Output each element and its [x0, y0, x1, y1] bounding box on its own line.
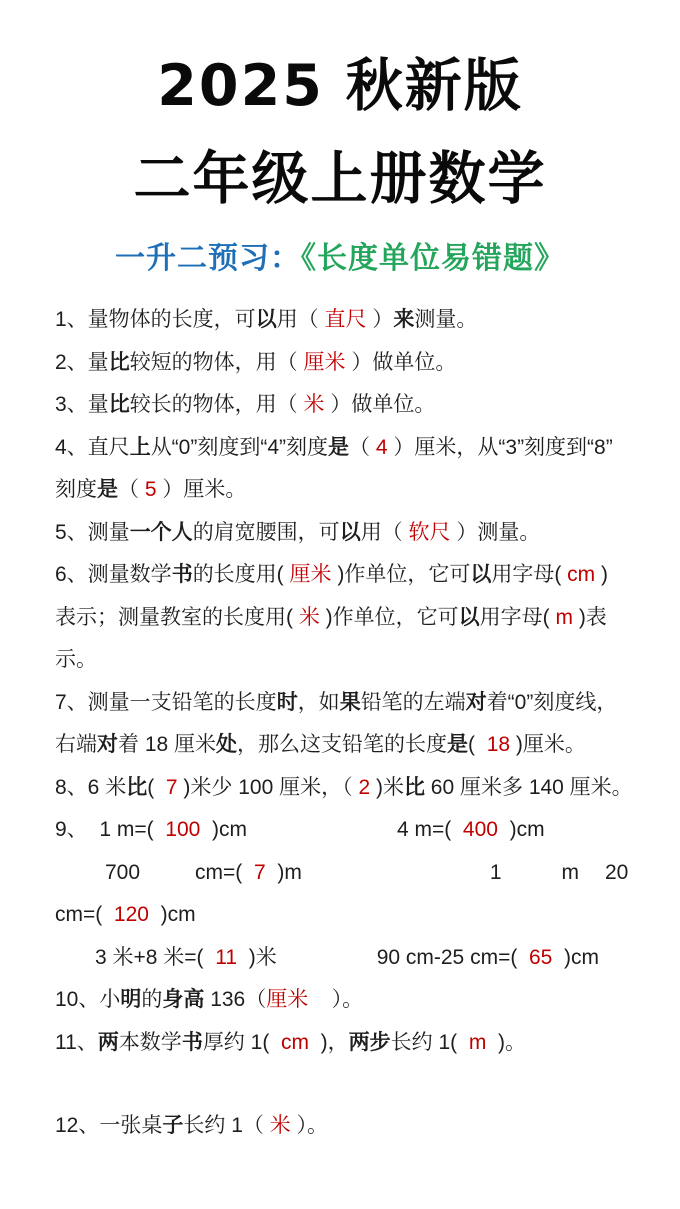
text-segment: )cm [552, 945, 600, 969]
text-segment: )作单位，它可 [331, 563, 471, 586]
text-segment: 7、测量一支铅笔的长度 [55, 690, 277, 714]
text-segment: 11、 [55, 1030, 98, 1054]
answer-text: 100 [165, 818, 201, 841]
text-segment: )。 [486, 1030, 527, 1054]
text-segment: 的 [141, 988, 163, 1011]
text-segment: 两 [97, 1030, 119, 1054]
text-segment: 明 [120, 988, 142, 1011]
question-lines [0, 299, 680, 1148]
answer-text: 65 [529, 945, 553, 969]
text-segment: ，那么这支铅笔的长度 [237, 733, 448, 756]
text-segment: )表 [572, 605, 607, 629]
question-line [55, 894, 638, 937]
text-segment: 2、量 [55, 350, 109, 374]
text-segment: m [561, 860, 579, 884]
text-segment: 比 [108, 350, 130, 374]
text-segment: 长约 1（ [183, 1114, 270, 1137]
text-segment: cm=( [55, 903, 114, 926]
text-segment: )， [309, 1030, 349, 1054]
answer-text: 11 [215, 945, 238, 969]
text-segment: 以 [470, 563, 492, 586]
answer-text: 米 [298, 605, 320, 629]
question-line [55, 979, 638, 1022]
subtitle-prefix: 一升二预习： [115, 241, 301, 276]
text-segment: 刻度 [55, 478, 97, 501]
text-segment: 用（ [360, 520, 409, 544]
text-segment: ) [595, 563, 608, 586]
text-segment: 来 [393, 308, 415, 331]
text-segment: 5、测量 [55, 520, 130, 544]
question-line [55, 767, 638, 810]
question-line [55, 597, 638, 640]
text-segment: 铅笔的左端 [360, 690, 466, 714]
text-segment: 的长度用( [192, 563, 290, 586]
text-segment: )米 [237, 945, 277, 969]
text-segment: 对 [465, 690, 487, 714]
text-segment: 两步 [348, 1030, 391, 1054]
text-segment: 从“0”刻度到“4”刻度 [150, 435, 329, 459]
question-line [55, 682, 638, 725]
text-segment: 9、 1 m=( [55, 818, 166, 841]
text-segment: 136（ [204, 988, 267, 1011]
question-line [55, 384, 638, 427]
text-segment: 60 厘米多 140 厘米。 [424, 775, 633, 799]
text-segment: 本数学 [118, 1030, 182, 1054]
answer-text: 120 [113, 903, 149, 926]
text-segment: 比 [403, 775, 425, 799]
answer-text: 5 [144, 478, 157, 501]
question-line [55, 554, 638, 597]
text-segment: 时 [276, 690, 298, 714]
text-segment: ）厘米，从“3”刻度到“8” [387, 435, 613, 459]
text-segment: )m [265, 860, 302, 884]
answer-text: cm [281, 1030, 309, 1054]
text-segment: 3 米+8 米=( [95, 945, 216, 969]
subtitle-book-title: 《长度单位易错题》 [301, 241, 565, 276]
question-line [55, 512, 638, 555]
text-segment: ） [366, 308, 394, 331]
text-segment: 书 [171, 563, 193, 586]
answer-text: 软尺 [408, 520, 451, 544]
text-segment: 较长的物体，用（ [129, 393, 304, 416]
question-line [55, 1105, 638, 1148]
text-segment: )米少 100 厘米，（ [177, 775, 359, 799]
text-segment: 测量。 [414, 308, 478, 331]
text-segment: 一个人 [129, 520, 193, 544]
page-title-line2: 二年级上册数学 [133, 146, 547, 212]
text-segment: 子 [162, 1114, 184, 1137]
text-segment: 身高 [162, 988, 205, 1011]
question-line [55, 427, 638, 470]
text-segment: 20 [605, 860, 629, 884]
answer-text: 7 [253, 860, 266, 884]
page-subtitle [0, 242, 680, 275]
text-segment: )作单位，它可 [319, 605, 459, 629]
text-segment: 1 [489, 860, 502, 884]
text-segment: （ [349, 435, 376, 459]
text-segment: )cm [200, 818, 247, 841]
answer-text: m [555, 605, 573, 629]
question-line [55, 299, 638, 342]
page-title-line1: 2025 秋新版 [157, 53, 523, 119]
text-segment: ）厘米。 [156, 478, 247, 501]
text-segment: 厚约 1( [202, 1030, 281, 1054]
text-segment: ）。 [290, 1114, 329, 1137]
text-segment: 700 [105, 860, 141, 884]
text-segment: 着 18 厘米 [118, 733, 217, 756]
answer-text: 米 [269, 1114, 291, 1137]
text-segment: ( [468, 733, 487, 756]
text-segment: 比 [126, 775, 148, 799]
text-segment: 示。 [55, 648, 97, 671]
question-line [55, 639, 638, 682]
question-line [55, 809, 638, 852]
text-segment: 比 [108, 393, 130, 416]
text-segment: 右端 [55, 733, 97, 756]
question-line [55, 937, 638, 980]
text-segment: 是 [97, 478, 118, 501]
text-segment: )厘米。 [510, 733, 586, 756]
text-segment: 以 [458, 605, 480, 629]
text-segment: )cm [148, 903, 196, 926]
text-segment: 着“0”刻度线， [486, 690, 618, 714]
text-segment: )cm [497, 818, 545, 841]
text-segment: 用（ [276, 308, 325, 331]
text-segment: 8、6 米 [55, 775, 127, 799]
text-segment: 的肩宽腰围，可 [192, 520, 340, 544]
text-segment: ）。 [308, 988, 364, 1011]
text-segment: 4、直尺 [55, 435, 130, 459]
answer-text: 厘米 [303, 350, 346, 374]
text-segment: 10、小 [55, 988, 121, 1011]
answer-text: 厘米 [289, 563, 332, 586]
answer-text: 7 [165, 775, 178, 799]
text-segment: 3、量 [55, 393, 109, 416]
answer-text: 直尺 [324, 308, 367, 331]
text-segment: ( [147, 775, 166, 799]
text-segment: 表示；测量教室的长度用( [55, 605, 299, 629]
answer-text: 2 [358, 775, 371, 799]
text-segment: ）测量。 [450, 520, 541, 544]
text-segment: 以 [339, 520, 361, 544]
text-segment: cm=( [195, 860, 254, 884]
answer-text: 厘米 [266, 988, 309, 1011]
answer-text: 4 [375, 435, 388, 459]
question-line [55, 1022, 638, 1065]
text-segment: 6、测量数学 [55, 563, 172, 586]
text-segment: 上 [129, 435, 151, 459]
answer-text: 米 [303, 393, 325, 416]
text-segment: （ [118, 478, 145, 501]
text-segment: 以 [255, 308, 277, 331]
answer-text: 400 [462, 818, 498, 841]
text-segment: 对 [97, 733, 118, 756]
text-segment: ）做单位。 [324, 393, 436, 416]
text-segment: 1、量物体的长度，可 [55, 308, 256, 331]
answer-text: m [468, 1030, 487, 1054]
text-segment: 用字母( [479, 605, 556, 629]
question-line [55, 724, 638, 767]
text-segment: 用字母( [491, 563, 568, 586]
text-segment: 12、一张桌 [55, 1114, 163, 1137]
text-segment: 书 [181, 1030, 203, 1054]
text-segment: 处 [216, 733, 238, 756]
text-segment: 4 m=( [396, 818, 463, 841]
text-segment: )米 [370, 775, 404, 799]
answer-text: cm [567, 563, 596, 586]
text-segment: 是 [328, 435, 350, 459]
answer-text: 18 [486, 733, 511, 756]
text-segment: ）做单位。 [345, 350, 457, 374]
text-segment: 90 cm-25 cm=( [376, 945, 529, 969]
question-line [55, 469, 638, 512]
question-line [55, 852, 638, 895]
text-segment: 果 [339, 690, 361, 714]
text-segment: 是 [447, 733, 469, 756]
text-segment: 长约 1( [390, 1030, 469, 1054]
text-segment: ，如 [297, 690, 340, 714]
question-line [55, 342, 638, 385]
text-segment: 较短的物体，用（ [129, 350, 304, 374]
